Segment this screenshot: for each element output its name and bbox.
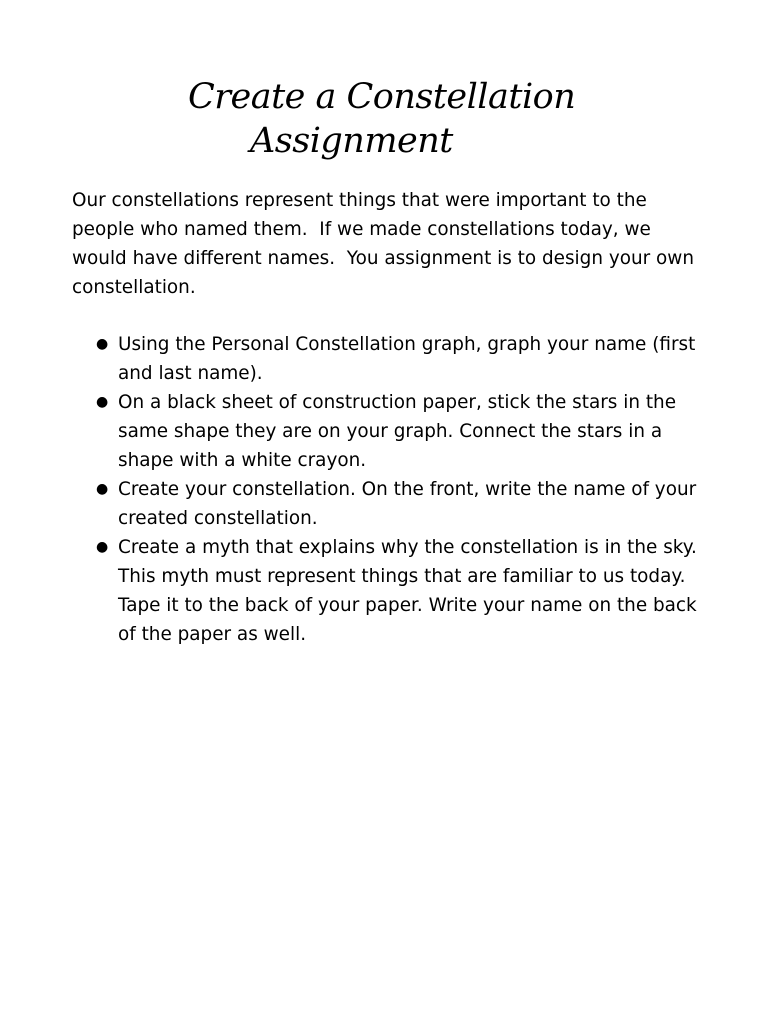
bullet-icon: ● bbox=[96, 394, 109, 410]
list-item-text: Create a myth that explains why the constellation is in the sky. This myth must represent things that are familiar to us today. Tape it to the back of your paper. Write your name on the back of the paper as well. bbox=[118, 537, 697, 645]
list-item bbox=[72, 388, 702, 475]
bullet-icon: ● bbox=[96, 336, 109, 352]
list-item-text: Using the Personal Constellation graph, graph your name (first and last name). bbox=[118, 334, 696, 384]
title-line-1: Create a Constellation bbox=[188, 77, 576, 117]
list-item bbox=[72, 475, 702, 533]
bullet-icon: ● bbox=[96, 539, 109, 555]
list-item-text: On a black sheet of construction paper, stick the stars in the same shape they are on your graph. Connect the stars in a shape with a white crayon. bbox=[118, 392, 677, 471]
title-line-2: Assignment bbox=[250, 121, 453, 161]
intro-paragraph: Our constellations represent things that were important to the people who named them. If we made constellations today, we would have different names. You assignment is to design your own constellation. bbox=[72, 190, 700, 298]
instruction-list bbox=[72, 330, 702, 649]
list-item bbox=[72, 533, 702, 649]
list-item-text: Create your constellation. On the front, write the name of your created constellation. bbox=[118, 479, 697, 529]
bullet-icon: ● bbox=[96, 481, 109, 497]
list-item bbox=[72, 330, 702, 388]
